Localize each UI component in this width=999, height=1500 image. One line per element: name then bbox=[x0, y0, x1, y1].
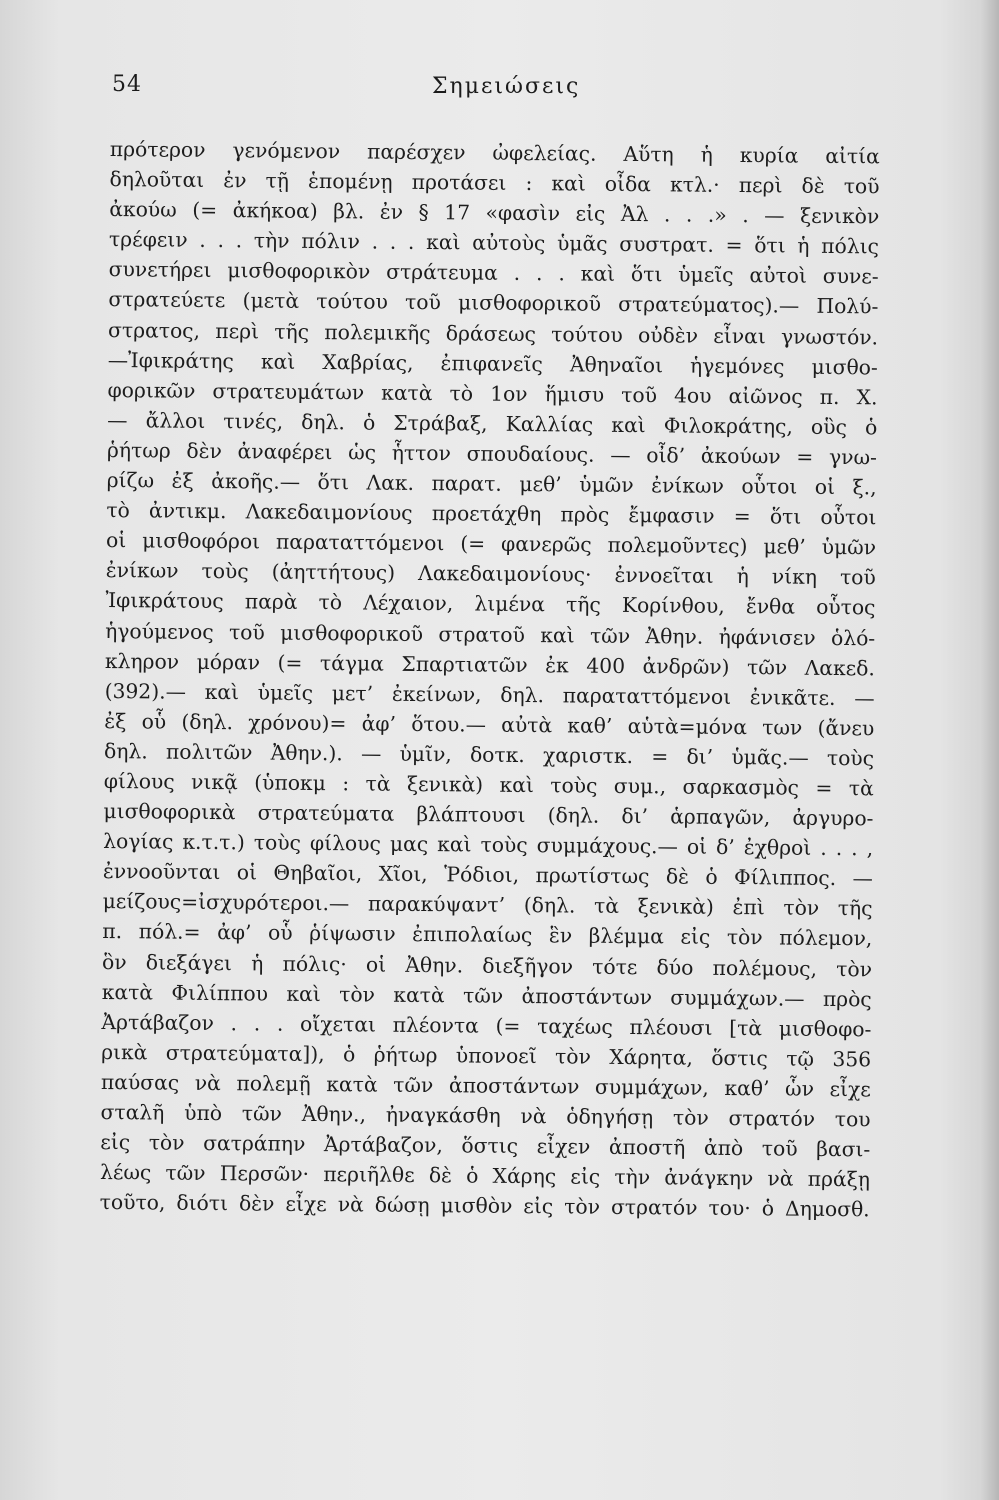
text-line: τὸ ἀντικμ. Λακεδαιμονίους προετάχθη πρὸς ἔμφασιν = ὅτι οὗτοι bbox=[106, 498, 877, 530]
text-line: τρέφειν . . . τὴν πόλιν . . . καὶ αὐτοὺς ὑμᾶς συστρατ. = ὅτι ἡ πόλις bbox=[108, 227, 880, 259]
text-line: πρότερον γενόμενον παρέσχεν ὠφελείας. Αὕτη ἡ κυρία αἰτία bbox=[109, 136, 880, 169]
page-number: 54 bbox=[112, 72, 142, 97]
text-line: — ἄλλοι τινές, δηλ. ὁ Στράβαξ, Καλλίας καὶ Φιλοκράτης, οὓς ὁ bbox=[107, 407, 878, 440]
text-line: φίλους νικᾷ (ὑποκμ : τὰ ξενικὰ) καὶ τοὺς συμ., σαρκασμὸς = τὰ bbox=[103, 768, 874, 801]
running-title: Σημειώσεις bbox=[432, 74, 581, 99]
text-line: Ἀρτάβαζον . . . οἴχεται πλέοντα (= ταχέως πλέουσι [τὰ μισθοφο- bbox=[101, 1009, 872, 1042]
text-line: Ἰφικράτους παρὰ τὸ Λέχαιον, λιμένα τῆς Κορίνθου, ἔνθα οὗτος bbox=[105, 588, 876, 620]
text-line: ἐνίκων τοὺς (ἀηττήτους) Λακεδαιμονίους· ἐννοεῖται ἡ νίκη τοῦ bbox=[105, 558, 876, 590]
text-line: στρατος, περὶ τῆς πολεμικῆς δράσεως τούτου οὐδὲν εἶναι γνωστόν. bbox=[108, 317, 879, 349]
text-line: συνετήρει μισθοφορικὸν στράτευμα . . . καὶ ὅτι ὑμεῖς αὐτοὶ συνε- bbox=[108, 257, 879, 289]
body-text bbox=[100, 134, 880, 1225]
text-line: εἰς τὸν σατράπην Ἀρτάβαζον, ὅστις εἶχεν ἀποστῆ ἀπὸ τοῦ βασι- bbox=[100, 1130, 871, 1162]
text-line: μείζους=ἰσχυρότεροι.— παρακύψαντ’ (δηλ. τὰ ξενικὰ) ἐπὶ τὸν τῆς bbox=[102, 889, 873, 921]
text-line: ἡγούμενος τοῦ μισθοφορικοῦ στρατοῦ καὶ τῶν Ἀθην. ἠφάνισεν ὁλό- bbox=[105, 618, 876, 650]
text-line: οἱ μισθοφόροι παραταττόμενοι (= φανερῶς πολεμοῦντες) μεθ’ ὑμῶν bbox=[105, 528, 877, 560]
text-line: ὃν διεξάγει ἡ πόλις· οἱ Ἀθην. διεξῆγον τότε δύο πολέμους, τὸν bbox=[101, 949, 873, 981]
page-header bbox=[112, 72, 892, 108]
text-line: κληρον μόραν (= τάγμα Σπαρτιατῶν ἐκ 400 ἀνδρῶν) τῶν Λακεδ. bbox=[104, 648, 876, 680]
text-line: δηλ. πολιτῶν Ἀθην.). — ὑμῖν, δοτκ. χαριστκ. = δι’ ὑμᾶς.— τοὺς bbox=[103, 738, 875, 771]
text-line: —Ἰφικράτης καὶ Χαβρίας, ἐπιφανεῖς Ἀθηναῖοι ἡγεμόνες μισθο- bbox=[107, 347, 878, 380]
text-line: δηλοῦται ἐν τῇ ἑπομένῃ προτάσει : καὶ οἶδα κτλ.· περὶ δὲ τοῦ bbox=[109, 167, 880, 199]
text-line: ρίζω ἐξ ἀκοῆς.— ὅτι Λακ. παρατ. μεθ’ ὑμῶν ἐνίκων οὗτοι οἱ ξ., bbox=[106, 468, 877, 500]
text-line: ἐννοοῦνται οἱ Θηβαῖοι, Χῖοι, Ῥόδιοι, πρωτίστως δὲ ὁ Φίλιππος. — bbox=[102, 859, 874, 891]
text-line: λογίας κ.τ.τ.) τοὺς φίλους μας καὶ τοὺς συμμάχους.— οἱ δ’ ἐχθροὶ . . . , bbox=[103, 829, 874, 861]
text-line: (392).— καὶ ὑμεῖς μετ’ ἐκείνων, δηλ. παραταττόμενοι ἐνικᾶτε. — bbox=[104, 678, 875, 711]
text-line: τοῦτο, διότι δὲν εἶχε νὰ δώσῃ μισθὸν εἰς τὸν στρατόν του· ὁ Δημοσθ. bbox=[99, 1190, 870, 1222]
text-line: ἀκούω (= ἀκήκοα) βλ. ἐν § 17 «φασὶν εἰς Ἀλ . . .» . — ξενικὸν bbox=[109, 197, 880, 229]
text-line: π. πόλ.= ἀφ’ οὗ ῥίψωσιν ἐπιπολαίως ἓν βλέμμα εἰς τὸν πόλεμον, bbox=[102, 919, 873, 951]
text-line: λέως τῶν Περσῶν· περιῆλθε δὲ ὁ Χάρης εἰς τὴν ἀνάγκην νὰ πράξῃ bbox=[99, 1160, 871, 1192]
text-line: κατὰ Φιλίππου καὶ τὸν κατὰ τῶν ἀποστάντων συμμάχων.— πρὸς bbox=[101, 979, 872, 1011]
text-line: ῥήτωρ δὲν ἀναφέρει ὡς ἧττον σπουδαίους. — οἶδ’ ἀκούων = γνω- bbox=[106, 437, 878, 470]
text-line: ἐξ οὗ (δηλ. χρόνου)= ἀφ’ ὅτου.— αὐτὰ καθ’ αὑτὰ=μόνα των (ἄνευ bbox=[104, 708, 875, 741]
text-line: φορικῶν στρατευμάτων κατὰ τὸ 1ον ἥμισυ τοῦ 4ου αἰῶνος π. Χ. bbox=[107, 377, 878, 410]
text-line: στρατεύετε (μετὰ τούτου τοῦ μισθοφορικοῦ στρατεύματος).— Πολύ- bbox=[108, 287, 879, 319]
page-edge-shadow bbox=[981, 0, 999, 1500]
text-line: ρικὰ στρατεύματα]), ὁ ῥήτωρ ὑπονοεῖ τὸν Χάρητα, ὅστις τῷ 356 bbox=[101, 1039, 872, 1072]
text-line: παύσας νὰ πολεμῇ κατὰ τῶν ἀποστάντων συμμάχων, καθ’ ὧν εἶχε bbox=[100, 1069, 871, 1102]
text-line: μισθοφορικὰ στρατεύματα βλάπτουσι (δηλ. δι’ ἁρπαγῶν, ἀργυρο- bbox=[103, 799, 874, 831]
text-line: σταλῆ ὑπὸ τῶν Ἀθην., ἠναγκάσθη νὰ ὁδηγήσῃ τὸν στρατόν του bbox=[100, 1099, 871, 1132]
